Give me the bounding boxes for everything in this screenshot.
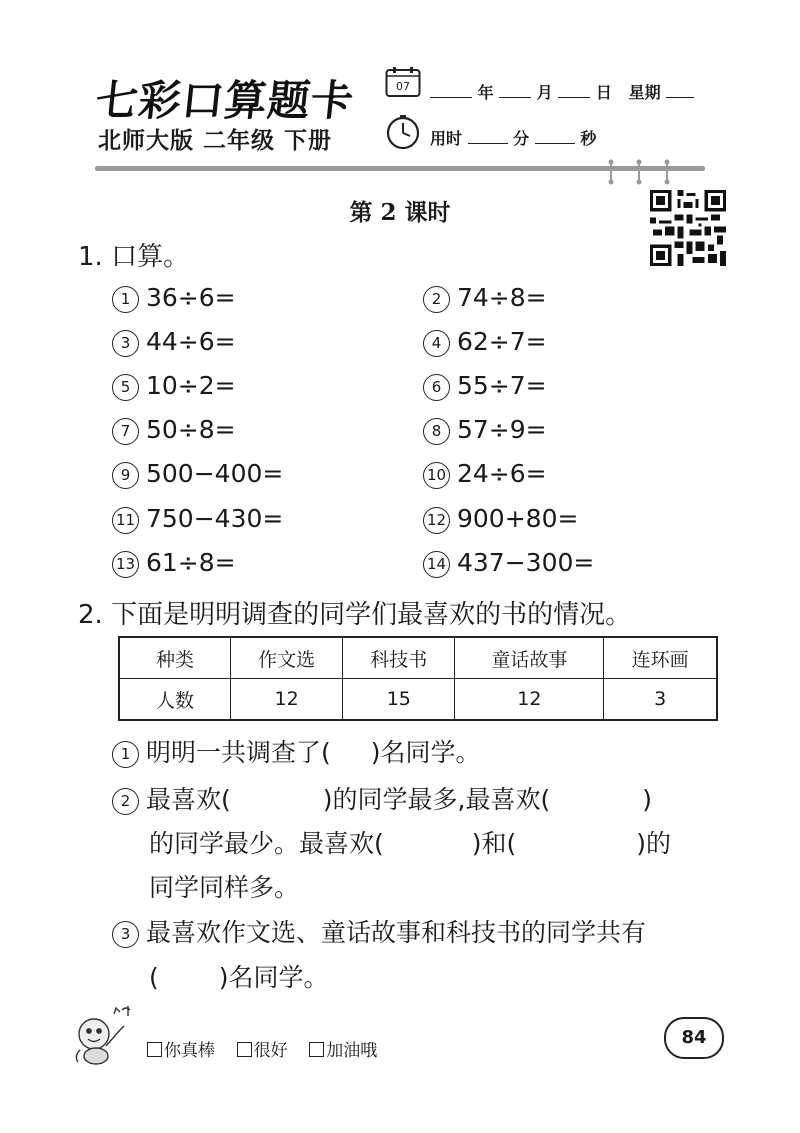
problem-5: 5 10÷2=: [112, 371, 236, 401]
year-label: 年: [477, 83, 494, 102]
problem-9: 9 500−400=: [112, 459, 283, 489]
problem-14: 14 437−300=: [423, 548, 594, 578]
time-used-label: 用时: [430, 129, 463, 148]
problem-11: 11 750−430=: [112, 504, 283, 534]
edition-label: 北师大版 二年级 下册: [98, 128, 333, 154]
qr-code-icon[interactable]: [650, 190, 726, 266]
time-fields: [430, 126, 596, 149]
seconds-label: 秒: [580, 129, 597, 148]
rating-option-keep-going[interactable]: 加油哦: [309, 1041, 377, 1061]
table-cell: 种类: [119, 637, 231, 679]
problem-7: 7 50÷8=: [112, 415, 236, 445]
self-rating: [147, 1036, 377, 1061]
weekday-blank[interactable]: [666, 83, 694, 98]
sub-question-2-line-1: 2 最喜欢( )的同学最多,最喜欢( ): [112, 780, 652, 816]
sub-question-2-line-2: 的同学最少。最喜欢( )和( )的: [149, 829, 672, 858]
mascot-illustration: [70, 1000, 140, 1068]
table-cell: 12: [231, 679, 343, 721]
question-2-title: 2. 下面是明明调查的同学们最喜欢的书的情况。: [78, 600, 632, 630]
table-cell: 科技书: [343, 637, 455, 679]
checkbox-icon: [147, 1042, 162, 1057]
rating-option-great[interactable]: 你真棒: [147, 1041, 215, 1061]
sub-question-2-line-3: 同学同样多。: [149, 873, 300, 902]
day-label: 日: [595, 83, 612, 102]
table-cell: 连环画: [604, 637, 717, 679]
brand-title: 七彩口算题卡: [93, 76, 357, 125]
table-header-row: [119, 637, 717, 679]
table-row: [119, 679, 717, 721]
problem-12: 12 900+80=: [423, 504, 578, 534]
problem-8: 8 57÷9=: [423, 415, 547, 445]
month-blank[interactable]: [499, 83, 531, 98]
table-cell: 人数: [119, 679, 231, 721]
day-blank[interactable]: [558, 83, 590, 98]
table-cell: 15: [343, 679, 455, 721]
calendar-day: 07: [396, 80, 410, 93]
problem-10: 10 24÷6=: [423, 459, 547, 489]
table-cell: 作文选: [231, 637, 343, 679]
month-label: 月: [536, 83, 553, 102]
clock-icon: [385, 114, 421, 150]
problem-6: 6 55÷7=: [423, 371, 547, 401]
minutes-label: 分: [513, 129, 530, 148]
survey-table: [118, 636, 718, 721]
rating-option-good[interactable]: 很好: [237, 1041, 288, 1061]
weekday-label: 星期: [628, 83, 661, 102]
year-blank[interactable]: [430, 83, 472, 98]
divider-decoration: [606, 158, 676, 186]
calendar-icon: [385, 66, 421, 98]
table-cell: 童话故事: [455, 637, 604, 679]
sub-question-3-line-1: 3 最喜欢作文选、童话故事和科技书的同学共有: [112, 913, 646, 949]
seconds-blank[interactable]: [535, 129, 575, 144]
question-1-title: 1. 口算。: [78, 242, 190, 272]
minutes-blank[interactable]: [468, 129, 508, 144]
checkbox-icon: [309, 1042, 324, 1057]
problem-3: 3 44÷6=: [112, 327, 236, 357]
problem-4: 4 62÷7=: [423, 327, 547, 357]
problem-13: 13 61÷8=: [112, 548, 236, 578]
lesson-title: 第 2 课时: [349, 199, 451, 226]
checkbox-icon: [237, 1042, 252, 1057]
problem-2: 2 74÷8=: [423, 283, 547, 313]
sub-question-3-line-2: ( )名同学。: [149, 963, 329, 992]
table-cell: 3: [604, 679, 717, 721]
page-number: 84: [664, 1017, 724, 1059]
date-fields: [430, 80, 694, 103]
problem-1: 1 36÷6=: [112, 283, 236, 313]
table-cell: 12: [455, 679, 604, 721]
sub-question-1: 1 明明一共调查了( )名同学。: [112, 733, 481, 769]
